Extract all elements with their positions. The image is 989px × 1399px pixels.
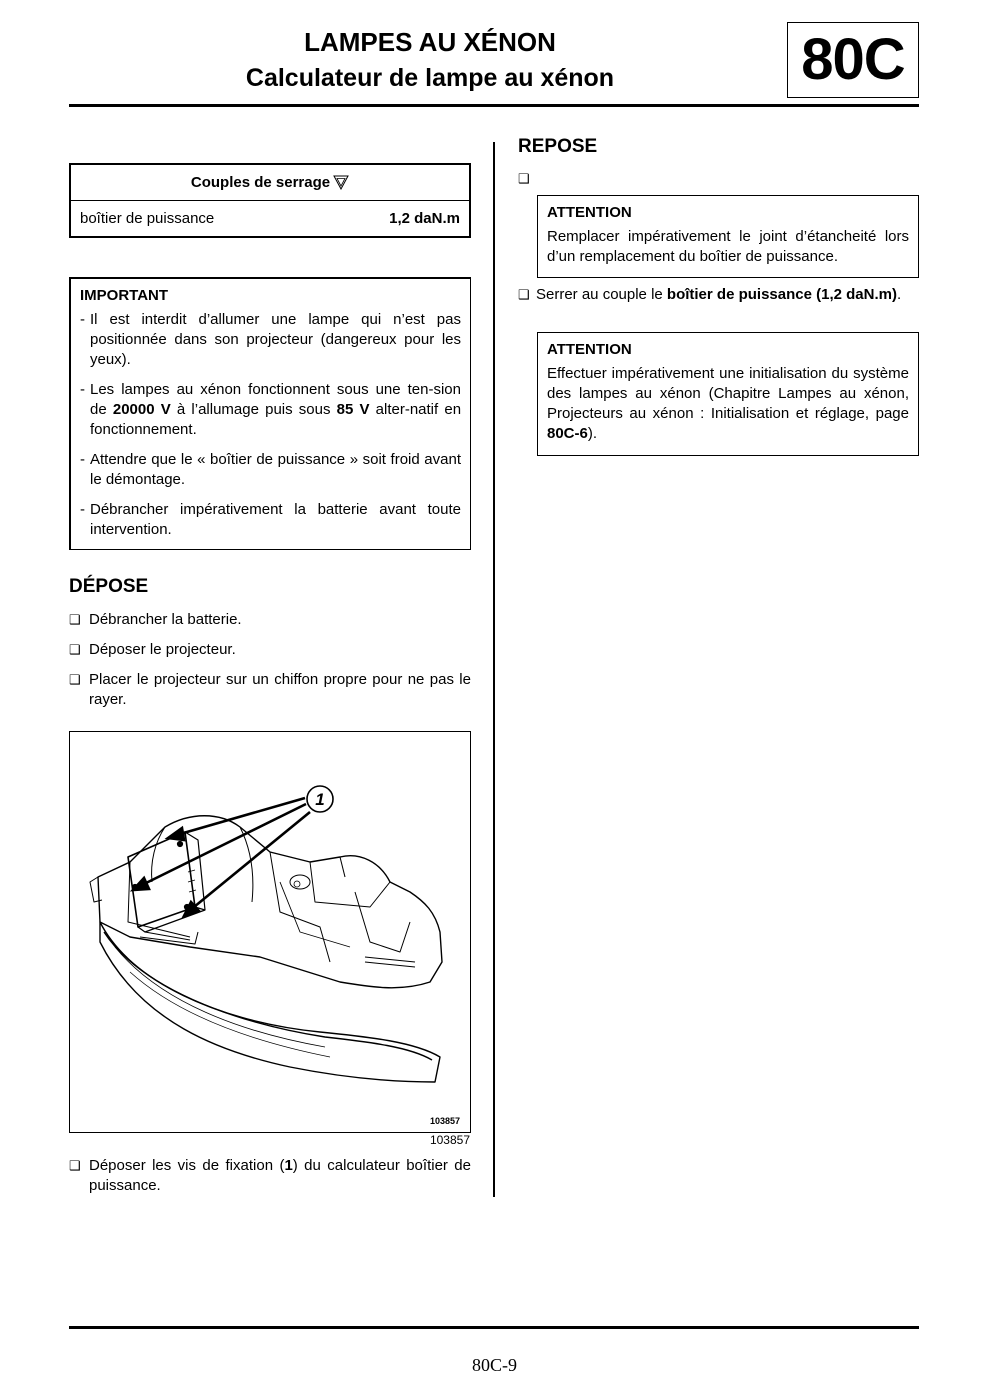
important-title: IMPORTANT: [80, 287, 169, 304]
checkbox-icon: ❑: [69, 672, 81, 687]
figure-id-inner: 103857: [429, 1116, 460, 1126]
attention-box: [537, 332, 919, 456]
checkbox-icon: ❑: [518, 287, 530, 302]
figure-callout-1: 1: [315, 790, 325, 809]
torque-table-header: [71, 165, 469, 201]
checkbox-icon: ❑: [69, 612, 81, 627]
torque-triangle-icon: [333, 174, 349, 190]
page-subtitle: Calculateur de lampe au xénon: [245, 64, 615, 92]
section-code-badge: 80C: [787, 22, 919, 98]
torque-part: boîtier de puissance: [80, 210, 215, 227]
footer-rule: [69, 1326, 919, 1329]
depose-step: ❑ Déposer les vis de fixation (1) du calculateur boîtier de puissance.: [69, 1157, 471, 1194]
attention-title: ATTENTION: [547, 204, 632, 221]
page-number: 80C-9: [472, 1355, 517, 1375]
attention-title: ATTENTION: [547, 341, 632, 358]
important-item: - Il est interdit d’allumer une lampe qui n’est pas positionnée dans son projecteur (dangereux pour les yeux).: [80, 311, 461, 368]
header-rule: [69, 104, 919, 107]
torque-value: 1,2 daN.m: [389, 210, 460, 227]
torque-table-row: [71, 201, 469, 237]
column-divider: [493, 142, 495, 1197]
depose-step: ❑ Placer le projecteur sur un chiffon propre pour ne pas le rayer.: [69, 671, 471, 708]
torque-table-heading: Couples de serrage: [190, 174, 331, 191]
important-item: - Les lampes au xénon fonctionnent sous une ten-sion de 20000 V à l’allumage puis sous 85 V alter-natif en fonctionnement.: [80, 381, 462, 438]
depose-step: ❑ Déposer le projecteur.: [69, 641, 236, 658]
attention-box: [537, 195, 919, 278]
depose-heading: DÉPOSE: [69, 576, 149, 597]
important-box: [69, 277, 471, 550]
depose-step: ❑ Débrancher la batterie.: [69, 611, 242, 628]
important-item: - Attendre que le « boîtier de puissance » soit froid avant le démontage.: [80, 451, 461, 488]
repose-heading: REPOSE: [518, 136, 598, 157]
checkbox-icon: ❑: [69, 642, 81, 657]
checkbox-icon: ❑: [69, 1158, 81, 1173]
page-title: LAMPES AU XÉNON: [304, 27, 556, 57]
torque-table: [69, 163, 471, 238]
repose-step: ❑ Serrer au couple le boîtier de puissance (1,2 daN.m).: [518, 286, 902, 303]
figure-caption-id: 103857: [429, 1133, 470, 1147]
headlamp-figure: [69, 731, 471, 1133]
important-item: - Débrancher impérativement la batterie avant toute intervention.: [80, 501, 461, 538]
attention-text: Effectuer impérativement une initialisation du système des lampes au xénon (Chapitre Lampes au xénon, Projecteurs au xénon : Initialisation et réglage, page 80C-6).: [547, 365, 909, 442]
checkbox-icon: ❑: [518, 171, 530, 186]
headlamp-drawing: [70, 732, 470, 1132]
attention-text: Remplacer impérativement le joint d’étancheité lors d’un remplacement du boîtier de puissance.: [547, 228, 909, 265]
